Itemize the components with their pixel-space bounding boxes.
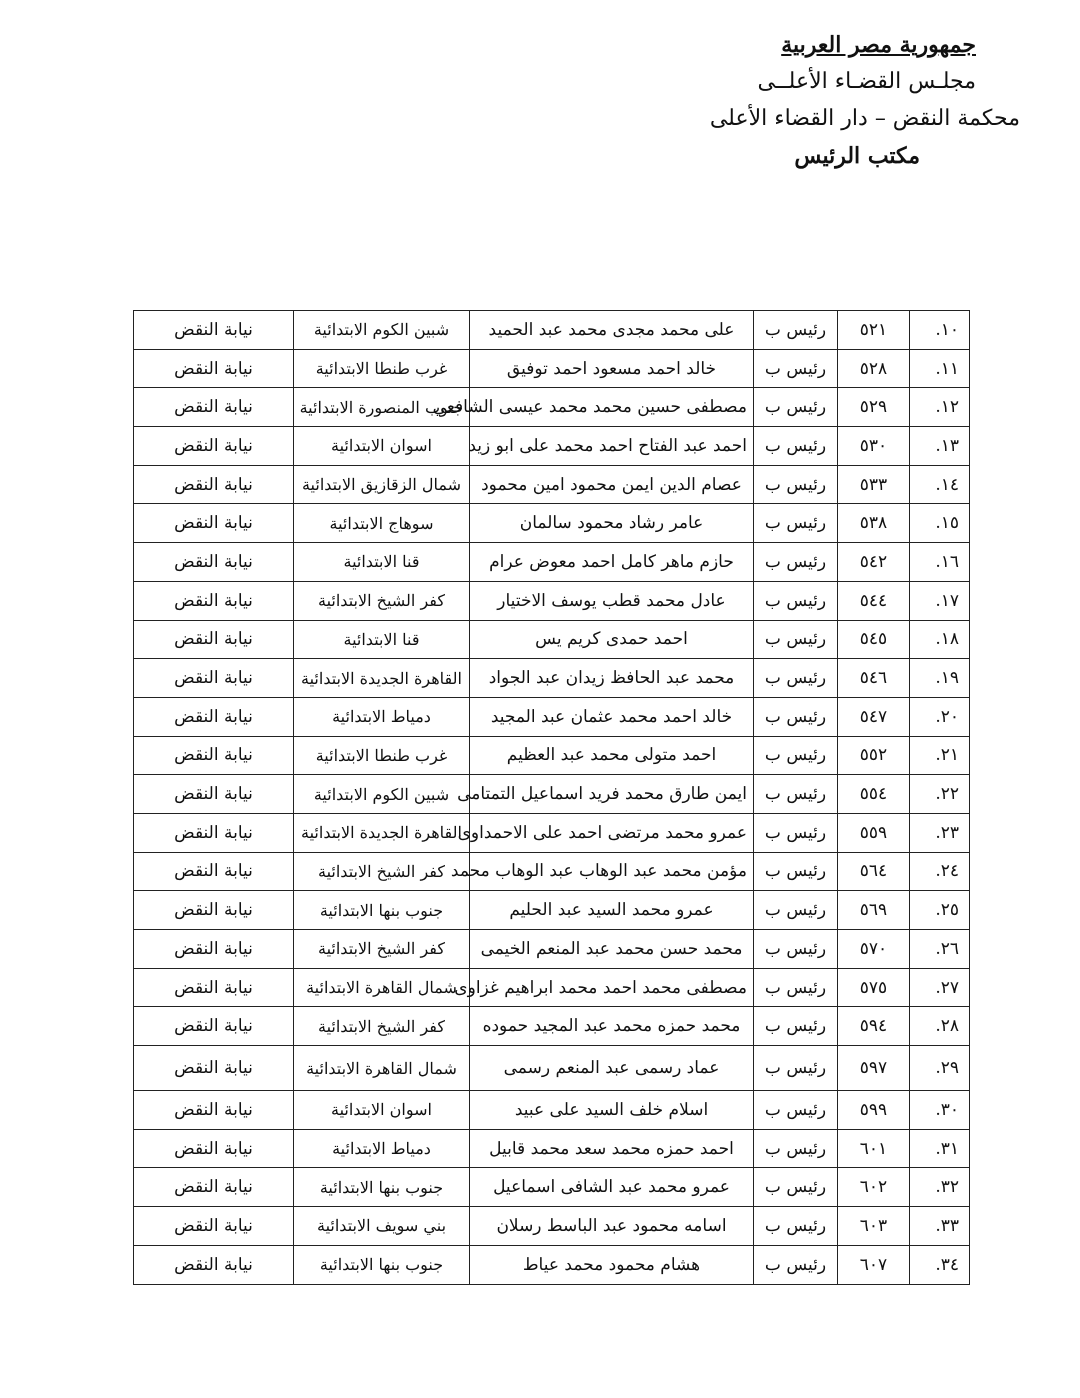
table-row: [134, 349, 970, 388]
table-row: [134, 620, 970, 659]
row-index-cell: ٣٤.: [910, 1245, 970, 1284]
judge-name-cell: حازم ماهر كامل احمد معوض عرام: [470, 543, 754, 582]
court-cell: سوهاج الابتدائية: [294, 504, 470, 543]
judge-name-cell: خالد احمد محمد عثمان عبد المجيد: [470, 697, 754, 736]
table-row: [134, 736, 970, 775]
rank-cell: رئيس ب: [754, 1207, 838, 1246]
row-index-cell: ١٠.: [910, 311, 970, 350]
row-index-cell: ٢٦.: [910, 930, 970, 969]
destination-cell: نيابة النقض: [134, 1207, 294, 1246]
table-row: [134, 852, 970, 891]
court-cell: شمال القاهرة الابتدائية: [294, 1046, 470, 1091]
row-index-cell: ١٤.: [910, 465, 970, 504]
destination-cell: نيابة النقض: [134, 504, 294, 543]
destination-cell: نيابة النقض: [134, 465, 294, 504]
rank-cell: رئيس ب: [754, 1168, 838, 1207]
rank-cell: رئيس ب: [754, 659, 838, 698]
destination-cell: نيابة النقض: [134, 1168, 294, 1207]
destination-cell: نيابة النقض: [134, 620, 294, 659]
judge-name-cell: مصطفى محمد احمد محمد ابراهيم غزاوى: [470, 968, 754, 1007]
court-cell: جنوب بنها الابتدائية: [294, 1245, 470, 1284]
court-cell: قنا الابتدائية: [294, 620, 470, 659]
table-row: [134, 697, 970, 736]
row-index-cell: ٣١.: [910, 1129, 970, 1168]
rank-cell: رئيس ب: [754, 349, 838, 388]
destination-cell: نيابة النقض: [134, 775, 294, 814]
court-cell: غرب طنطا الابتدائية: [294, 349, 470, 388]
destination-cell: نيابة النقض: [134, 1245, 294, 1284]
destination-cell: نيابة النقض: [134, 1091, 294, 1130]
seniority-number-cell: ٥٤٤: [838, 581, 910, 620]
row-index-cell: ٣٠.: [910, 1091, 970, 1130]
judge-name-cell: احمد عبد الفتاح احمد محمد على ابو زيد: [470, 427, 754, 466]
destination-cell: نيابة النقض: [134, 1007, 294, 1046]
court-heading: محكمة النقض – دار القضاء الأعلى: [709, 106, 1020, 131]
seniority-number-cell: ٦٠١: [838, 1129, 910, 1168]
seniority-number-cell: ٥٥٩: [838, 813, 910, 852]
row-index-cell: ٢٧.: [910, 968, 970, 1007]
destination-cell: نيابة النقض: [134, 1046, 294, 1091]
table-row: [134, 427, 970, 466]
table-row: [134, 968, 970, 1007]
rank-cell: رئيس ب: [754, 311, 838, 350]
table-row: [134, 1207, 970, 1246]
rank-cell: رئيس ب: [754, 930, 838, 969]
destination-cell: نيابة النقض: [134, 891, 294, 930]
row-index-cell: ٣٢.: [910, 1168, 970, 1207]
row-index-cell: ٢١.: [910, 736, 970, 775]
court-cell: دمياط الابتدائية: [294, 1129, 470, 1168]
court-cell: شبين الكوم الابتدائية: [294, 311, 470, 350]
judge-name-cell: عمرو محمد السيد عبد الحليم: [470, 891, 754, 930]
seniority-number-cell: ٦٠٣: [838, 1207, 910, 1246]
court-cell: القاهرة الجديدة الابتدائية: [294, 813, 470, 852]
rank-cell: رئيس ب: [754, 891, 838, 930]
destination-cell: نيابة النقض: [134, 813, 294, 852]
seniority-number-cell: ٥٣٣: [838, 465, 910, 504]
rank-cell: رئيس ب: [754, 1129, 838, 1168]
rank-cell: رئيس ب: [754, 1245, 838, 1284]
court-cell: كفر الشيخ الابتدائية: [294, 852, 470, 891]
destination-cell: نيابة النقض: [134, 349, 294, 388]
judge-name-cell: عمرو محمد مرتضى احمد على الاحمداوى: [470, 813, 754, 852]
rank-cell: رئيس ب: [754, 465, 838, 504]
court-cell: شبين الكوم الابتدائية: [294, 775, 470, 814]
rank-cell: رئيس ب: [754, 1091, 838, 1130]
court-cell: شمال الزقازيق الابتدائية: [294, 465, 470, 504]
table-row: [134, 1168, 970, 1207]
destination-cell: نيابة النقض: [134, 388, 294, 427]
seniority-number-cell: ٥٦٤: [838, 852, 910, 891]
appointments-table: [133, 310, 970, 1285]
court-cell: بني سويف الابتدائية: [294, 1207, 470, 1246]
document-header: [460, 30, 1020, 178]
table-row: [134, 1091, 970, 1130]
seniority-number-cell: ٥٤٥: [838, 620, 910, 659]
row-index-cell: ٢٩.: [910, 1046, 970, 1091]
rank-cell: رئيس ب: [754, 427, 838, 466]
judge-name-cell: عامر رشاد محمود سالمان: [470, 504, 754, 543]
judge-name-cell: مؤمن محمد عبد الوهاب عبد الوهاب محمد: [470, 852, 754, 891]
destination-cell: نيابة النقض: [134, 659, 294, 698]
destination-cell: نيابة النقض: [134, 427, 294, 466]
judge-name-cell: عمرو محمد عبد الشافى اسماعيل: [470, 1168, 754, 1207]
judge-name-cell: محمد عبد الحافظ زيدان عبد الجواد: [470, 659, 754, 698]
destination-cell: نيابة النقض: [134, 543, 294, 582]
table-row: [134, 930, 970, 969]
table-row: [134, 891, 970, 930]
row-index-cell: ٢٠.: [910, 697, 970, 736]
row-index-cell: ١٦.: [910, 543, 970, 582]
row-index-cell: ٢٨.: [910, 1007, 970, 1046]
row-index-cell: ٣٣.: [910, 1207, 970, 1246]
court-cell: كفر الشيخ الابتدائية: [294, 581, 470, 620]
rank-cell: رئيس ب: [754, 581, 838, 620]
judge-name-cell: مصطفى حسين محمد محمد عيسى الشافعي: [470, 388, 754, 427]
destination-cell: نيابة النقض: [134, 968, 294, 1007]
destination-cell: نيابة النقض: [134, 852, 294, 891]
table-row: [134, 775, 970, 814]
rank-cell: رئيس ب: [754, 736, 838, 775]
judge-name-cell: على محمد مجدى محمد عبد الحميد: [470, 311, 754, 350]
judge-name-cell: اسامه محمود عبد الباسط رسلان: [470, 1207, 754, 1246]
row-index-cell: ٢٣.: [910, 813, 970, 852]
seniority-number-cell: ٥٤٦: [838, 659, 910, 698]
judge-name-cell: محمد حسن محمد عبد المنعم الخيمى: [470, 930, 754, 969]
court-cell: اسوان الابتدائية: [294, 1091, 470, 1130]
council-heading: مجلـس القضـاء الأعلــى: [757, 69, 976, 94]
table-row: [134, 311, 970, 350]
rank-cell: رئيس ب: [754, 543, 838, 582]
seniority-number-cell: ٥٢٩: [838, 388, 910, 427]
seniority-number-cell: ٥٩٧: [838, 1046, 910, 1091]
table-row: [134, 813, 970, 852]
rank-cell: رئيس ب: [754, 504, 838, 543]
seniority-number-cell: ٦٠٢: [838, 1168, 910, 1207]
appointments-table-wrapper: [132, 310, 970, 1285]
rank-cell: رئيس ب: [754, 968, 838, 1007]
country-heading: جمهورية مصر العربية: [781, 32, 976, 58]
table-row: [134, 1007, 970, 1046]
court-cell: شمال القاهرة الابتدائية: [294, 968, 470, 1007]
judge-name-cell: احمد متولى محمد عبد العظيم: [470, 736, 754, 775]
table-row: [134, 388, 970, 427]
rank-cell: رئيس ب: [754, 388, 838, 427]
judge-name-cell: محمد حمزه محمد عبد المجيد حموده: [470, 1007, 754, 1046]
destination-cell: نيابة النقض: [134, 1129, 294, 1168]
rank-cell: رئيس ب: [754, 813, 838, 852]
row-index-cell: ١٨.: [910, 620, 970, 659]
table-row: [134, 659, 970, 698]
court-cell: جنوب بنها الابتدائية: [294, 1168, 470, 1207]
court-cell: دمياط الابتدائية: [294, 697, 470, 736]
table-body: [134, 311, 970, 1285]
judge-name-cell: احمد حمدى كريم يس: [470, 620, 754, 659]
judge-name-cell: عصام الدين ايمن محمود امين محمود: [470, 465, 754, 504]
row-index-cell: ١٩.: [910, 659, 970, 698]
row-index-cell: ١٥.: [910, 504, 970, 543]
seniority-number-cell: ٥٢١: [838, 311, 910, 350]
judge-name-cell: ايمن طارق محمد فريد اسماعيل التمتامى: [470, 775, 754, 814]
seniority-number-cell: ٥٣٨: [838, 504, 910, 543]
rank-cell: رئيس ب: [754, 1007, 838, 1046]
rank-cell: رئيس ب: [754, 1046, 838, 1091]
table-row: [134, 581, 970, 620]
destination-cell: نيابة النقض: [134, 930, 294, 969]
rank-cell: رئيس ب: [754, 620, 838, 659]
row-index-cell: ٢٢.: [910, 775, 970, 814]
court-cell: غرب طنطا الابتدائية: [294, 736, 470, 775]
row-index-cell: ١٢.: [910, 388, 970, 427]
table-row: [134, 1245, 970, 1284]
row-index-cell: ١٣.: [910, 427, 970, 466]
court-cell: قنا الابتدائية: [294, 543, 470, 582]
table-row: [134, 1046, 970, 1091]
judge-name-cell: عادل محمد قطب يوسف الاختيار: [470, 581, 754, 620]
destination-cell: نيابة النقض: [134, 311, 294, 350]
judge-name-cell: خالد احمد مسعود احمد توفيق: [470, 349, 754, 388]
rank-cell: رئيس ب: [754, 775, 838, 814]
seniority-number-cell: ٥٣٠: [838, 427, 910, 466]
destination-cell: نيابة النقض: [134, 581, 294, 620]
seniority-number-cell: ٥٥٢: [838, 736, 910, 775]
court-cell: جنوب بنها الابتدائية: [294, 891, 470, 930]
table-row: [134, 543, 970, 582]
judge-name-cell: عماد رسمى عبد المنعم رسمى: [470, 1046, 754, 1091]
court-cell: اسوان الابتدائية: [294, 427, 470, 466]
seniority-number-cell: ٥٧٠: [838, 930, 910, 969]
court-cell: جنوب المنصورة الابتدائية: [294, 388, 470, 427]
row-index-cell: ٢٤.: [910, 852, 970, 891]
destination-cell: نيابة النقض: [134, 697, 294, 736]
judge-name-cell: هشام محمود محمد عياط: [470, 1245, 754, 1284]
office-heading: مكتب الرئيس: [794, 143, 920, 169]
seniority-number-cell: ٦٠٧: [838, 1245, 910, 1284]
rank-cell: رئيس ب: [754, 852, 838, 891]
court-cell: كفر الشيخ الابتدائية: [294, 930, 470, 969]
judge-name-cell: اسلام خلف السيد على عبيد: [470, 1091, 754, 1130]
judge-name-cell: احمد حمزه محمد سعد محمد قابيل: [470, 1129, 754, 1168]
row-index-cell: ١١.: [910, 349, 970, 388]
seniority-number-cell: ٥٤٢: [838, 543, 910, 582]
seniority-number-cell: ٥٦٩: [838, 891, 910, 930]
court-cell: كفر الشيخ الابتدائية: [294, 1007, 470, 1046]
row-index-cell: ٢٥.: [910, 891, 970, 930]
table-row: [134, 465, 970, 504]
destination-cell: نيابة النقض: [134, 736, 294, 775]
court-cell: القاهرة الجديدة الابتدائية: [294, 659, 470, 698]
seniority-number-cell: ٥٩٤: [838, 1007, 910, 1046]
seniority-number-cell: ٥٧٥: [838, 968, 910, 1007]
table-row: [134, 504, 970, 543]
rank-cell: رئيس ب: [754, 697, 838, 736]
seniority-number-cell: ٥٩٩: [838, 1091, 910, 1130]
row-index-cell: ١٧.: [910, 581, 970, 620]
seniority-number-cell: ٥٤٧: [838, 697, 910, 736]
seniority-number-cell: ٥٢٨: [838, 349, 910, 388]
seniority-number-cell: ٥٥٤: [838, 775, 910, 814]
table-row: [134, 1129, 970, 1168]
